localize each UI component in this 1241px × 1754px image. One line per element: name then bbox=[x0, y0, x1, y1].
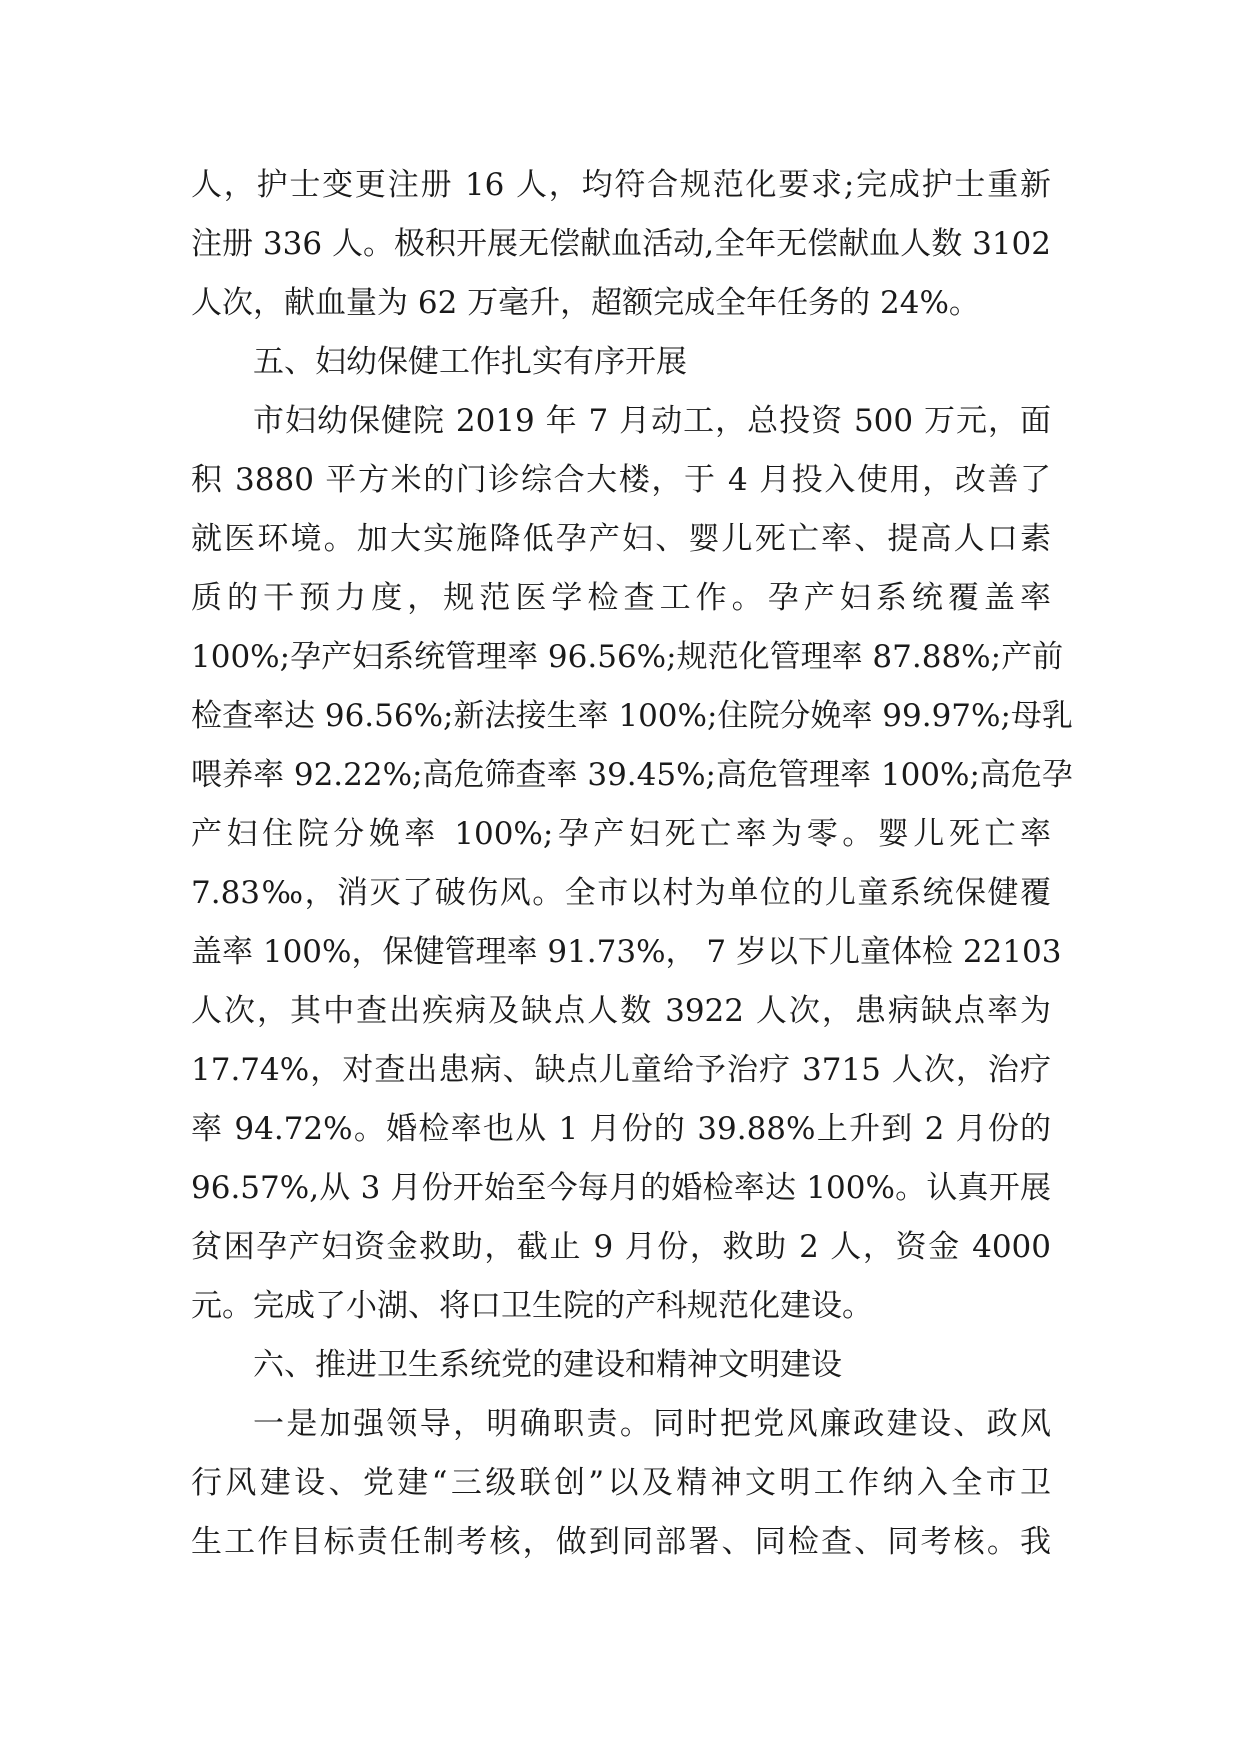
body-line: 产妇住院分娩率 100%;孕产妇死亡率为零。婴儿死亡率 bbox=[191, 816, 1051, 852]
body-line: 7.83‰，消灭了破伤风。全市以村为单位的儿童系统保健覆 bbox=[191, 875, 1051, 911]
body-line: 行风建设、党建“三级联创”以及精神文明工作纳入全市卫 bbox=[191, 1465, 1051, 1501]
body-line: 喂养率 92.22%;高危筛查率 39.45%;高危管理率 100%;高危孕 bbox=[191, 757, 1073, 793]
body-line: 率 94.72%。婚检率也从 1 月份的 39.88%上升到 2 月份的 bbox=[191, 1111, 1051, 1147]
body-line: 人，护士变更注册 16 人，均符合规范化要求;完成护士重新 bbox=[191, 167, 1051, 203]
body-line: 积 3880 平方米的门诊综合大楼，于 4 月投入使用，改善了 bbox=[191, 462, 1051, 498]
body-line: 人次，献血量为 62 万毫升，超额完成全年任务的 24%。 bbox=[191, 285, 980, 321]
body-line: 元。完成了小湖、将口卫生院的产科规范化建设。 bbox=[191, 1288, 873, 1324]
body-line: 贫困孕产妇资金救助，截止 9 月份，救助 2 人，资金 4000 bbox=[191, 1229, 1051, 1265]
body-line: 质的干预力度，规范医学检查工作。孕产妇系统覆盖率 bbox=[191, 580, 1051, 616]
section-heading: 六、推进卫生系统党的建设和精神文明建设 bbox=[253, 1347, 842, 1383]
body-line: 注册 336 人。极积开展无偿献血活动,全年无偿献血人数 3102 bbox=[191, 226, 1051, 262]
body-line: 一是加强领导，明确职责。同时把党风廉政建设、政风 bbox=[253, 1406, 1051, 1442]
body-line: 就医环境。加大实施降低孕产妇、婴儿死亡率、提高人口素 bbox=[191, 521, 1051, 557]
body-line: 盖率 100%，保健管理率 91.73%， 7 岁以下儿童体检 22103 bbox=[191, 934, 1062, 970]
body-line: 人次，其中查出疾病及缺点人数 3922 人次，患病缺点率为 bbox=[191, 993, 1051, 1029]
body-line: 100%;孕产妇系统管理率 96.56%;规范化管理率 87.88%;产前 bbox=[191, 639, 1064, 675]
body-line: 生工作目标责任制考核，做到同部署、同检查、同考核。我 bbox=[191, 1524, 1051, 1560]
body-line: 96.57%,从 3 月份开始至今每月的婚检率达 100%。认真开展 bbox=[191, 1170, 1051, 1206]
body-line: 检查率达 96.56%;新法接生率 100%;住院分娩率 99.97%;母乳 bbox=[191, 698, 1073, 734]
body-line: 17.74%，对查出患病、缺点儿童给予治疗 3715 人次，治疗 bbox=[191, 1052, 1051, 1088]
document-body bbox=[191, 156, 1073, 1572]
section-heading: 五、妇幼保健工作扎实有序开展 bbox=[253, 344, 687, 380]
body-line: 市妇幼保健院 2019 年 7 月动工，总投资 500 万元，面 bbox=[253, 403, 1051, 439]
